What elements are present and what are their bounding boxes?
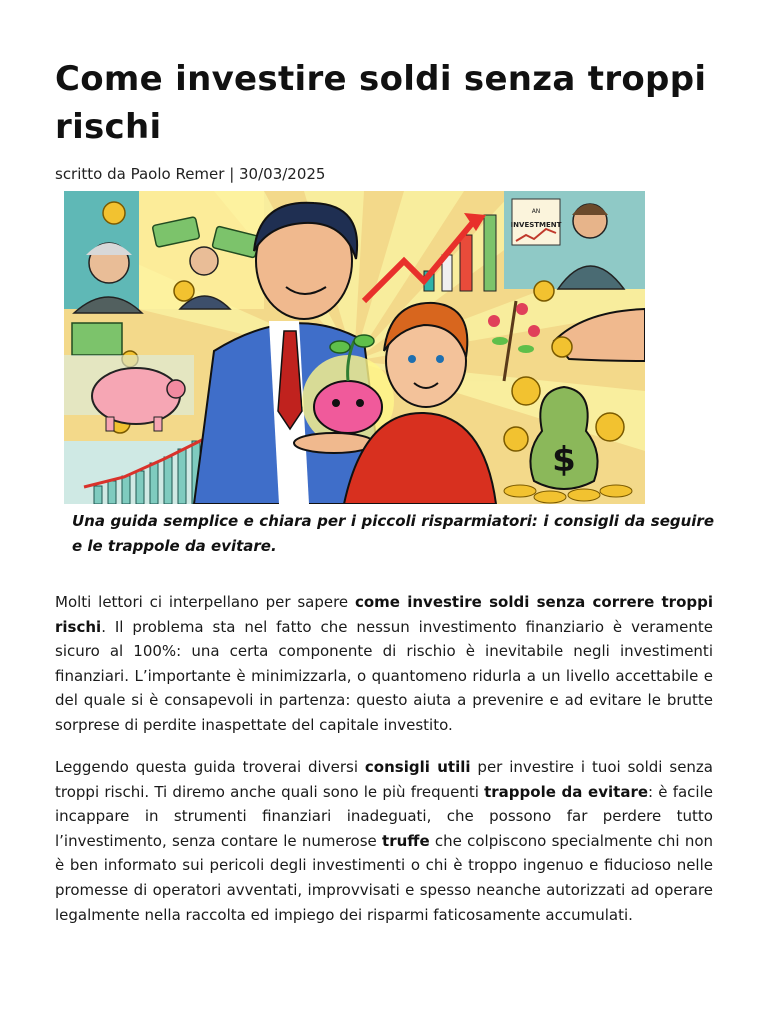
p1-text-2: . Il problema sta nel fatto che nessun investimento finanziario è veramente sicuro al 100%: una certa componente di rischio è inevitabile negli investimenti finanziari. L’importante è minimizzarla, o quantomeno ridurla a un livello accettabile e del quale si è consapevoli in partenza: questo aiuta a prevenire e ad evitare le brutte sorprese di perdite inaspettate del capitale investito. <box>55 617 713 734</box>
p2-text-1: Leggendo questa guida troverai diversi <box>55 758 365 776</box>
p2-bold-3: truffe <box>382 831 430 850</box>
article-title: Come investire soldi senza troppi rischi <box>55 59 707 147</box>
p1-text-1: Molti lettori ci interpellano per sapere <box>55 593 355 611</box>
p2-text-3: : è facile incappare in strumenti finanziari inadeguati, che possono far perdere tutto l’investimento, senza contare le numerose <box>55 782 713 850</box>
p1-bold-1: come investire soldi senza correre troppi rischi <box>55 593 714 636</box>
p2-text-4: che colpiscono specialmente chi non è ben informato sui pericoli degli investimenti o chi è troppo ingenuo e fiducioso nelle promesse di operatori avventati, improvvisati e spesso neanche autorizzati ad operare legalmente nella raccolta ed impiego dei risparmi faticosamente accumulati. <box>55 831 714 924</box>
p2-bold-1: consigli utili <box>364 758 471 776</box>
p2-bold-2: trappole da evitare <box>484 782 649 801</box>
sign-text: INVESTMENT <box>510 221 562 229</box>
paragraph-2 <box>55 755 713 927</box>
svg-text:$: $ <box>552 440 576 480</box>
image-caption: Una guida semplice e chiara per i piccoli risparmiatori: i consigli da seguire e le trappole da evitare. <box>72 512 714 555</box>
p2-text-2: per investire i tuoi soldi senza troppi rischi. Ti diremo anche quali sono le più frequenti <box>55 758 713 801</box>
article-byline: scritto da Paolo Remer | 30/03/2025 <box>55 165 326 183</box>
paragraph-1 <box>55 590 713 738</box>
hero-illustration <box>64 191 645 504</box>
sign-small-text: AN <box>531 208 541 215</box>
